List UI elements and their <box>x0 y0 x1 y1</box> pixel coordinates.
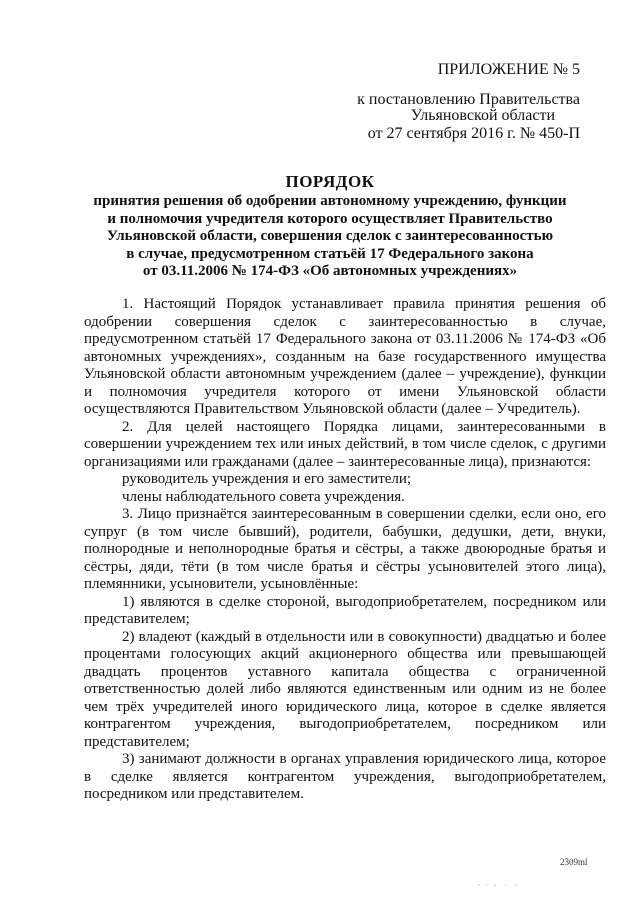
resolution-date: от 27 сентября 2016 г. № 450-П <box>367 125 580 142</box>
title-line: и полномочия учредителя которого осуществляет Правительство <box>107 210 553 227</box>
paragraph-2-item-1: руководитель учреждения и его заместители; <box>122 471 412 487</box>
title-line: Ульяновской области, совершения сделок с заинтересованностью <box>106 228 554 244</box>
paragraph-1: 1. Настоящий Порядок устанавливает правила принятия решения об одобрении совершения сделок с заинтересованностью в случае, предусмотренном статьёй 17 Федерального закона от 03.11.2006 № 174-ФЗ «Об автономных учреждениях», созданным на базе государственного имущества Ульяновской области автономным учреждением (далее – учреждение), функции и полномочия учредителя которого от имени Ульяновской области осуществляются Правительством Ульяновской области (далее – Учредитель). <box>84 296 606 417</box>
title-line: в случае, предусмотренном статьёй 17 Федерального закона <box>126 245 534 262</box>
paragraph-3: 3. Лицо признаётся заинтересованным в совершении сделки, если оно, его супруг (в том числе бывший), родители, бабушки, дедушки, дети, внуки, полнородные и неполнородные братья и сёстры, а также двоюродные братья и сёстры, дяди, тёти (в том числе братья и сёстры усыновителей этого лица), племянники, усыновители, усыновлённые: <box>84 506 606 592</box>
region-name: Ульяновской области <box>410 107 555 124</box>
document-body <box>84 296 606 804</box>
appendix-number: ПРИЛОЖЕНИЕ № 5 <box>437 61 580 78</box>
title-heading: ПОРЯДОК <box>285 172 375 191</box>
paragraph-3-item-2: 2) владеют (каждый в отдельности или в совокупности) двадцатью и более процентами голосующих акций акционерного общества или превышающей двадцать процентов уставного капитала общества с ограниченной ответственностью долей либо являются единственным или одним из не более чем трёх учредителей иного юридического лица, которое в сделке является контрагентом учреждения, выгодоприобретателем, посредником или представителем; <box>84 628 606 750</box>
footer-code: 2309ml <box>560 857 588 867</box>
scan-speck-mark <box>476 883 522 887</box>
paragraph-2-item-2: члены наблюдательного совета учреждения. <box>122 488 405 505</box>
paragraph-3-item-3: 3) занимают должности в органах управления юридического лица, которое в сделке является контрагентом учреждения, выгодоприобретателем, посредником или представителем. <box>84 751 606 802</box>
document-title <box>80 171 580 281</box>
resolution-reference: к постановлению Правительства <box>357 91 580 108</box>
title-line: от 03.11.2006 № 174-ФЗ «Об автономных учреждениях» <box>142 263 518 279</box>
paragraph-3-item-1: 1) являются в сделке стороной, выгодоприобретателем, посредником или представителем; <box>84 593 606 627</box>
title-line: принятия решения об одобрении автономному учреждению, функции <box>93 193 567 209</box>
paragraph-2: 2. Для целей настоящего Порядка лицами, заинтересованными в совершении учреждением тех или иных действий, в том числе сделок, с другими организациями или гражданами (далее – заинтересованные лица), признаются: <box>84 418 606 470</box>
